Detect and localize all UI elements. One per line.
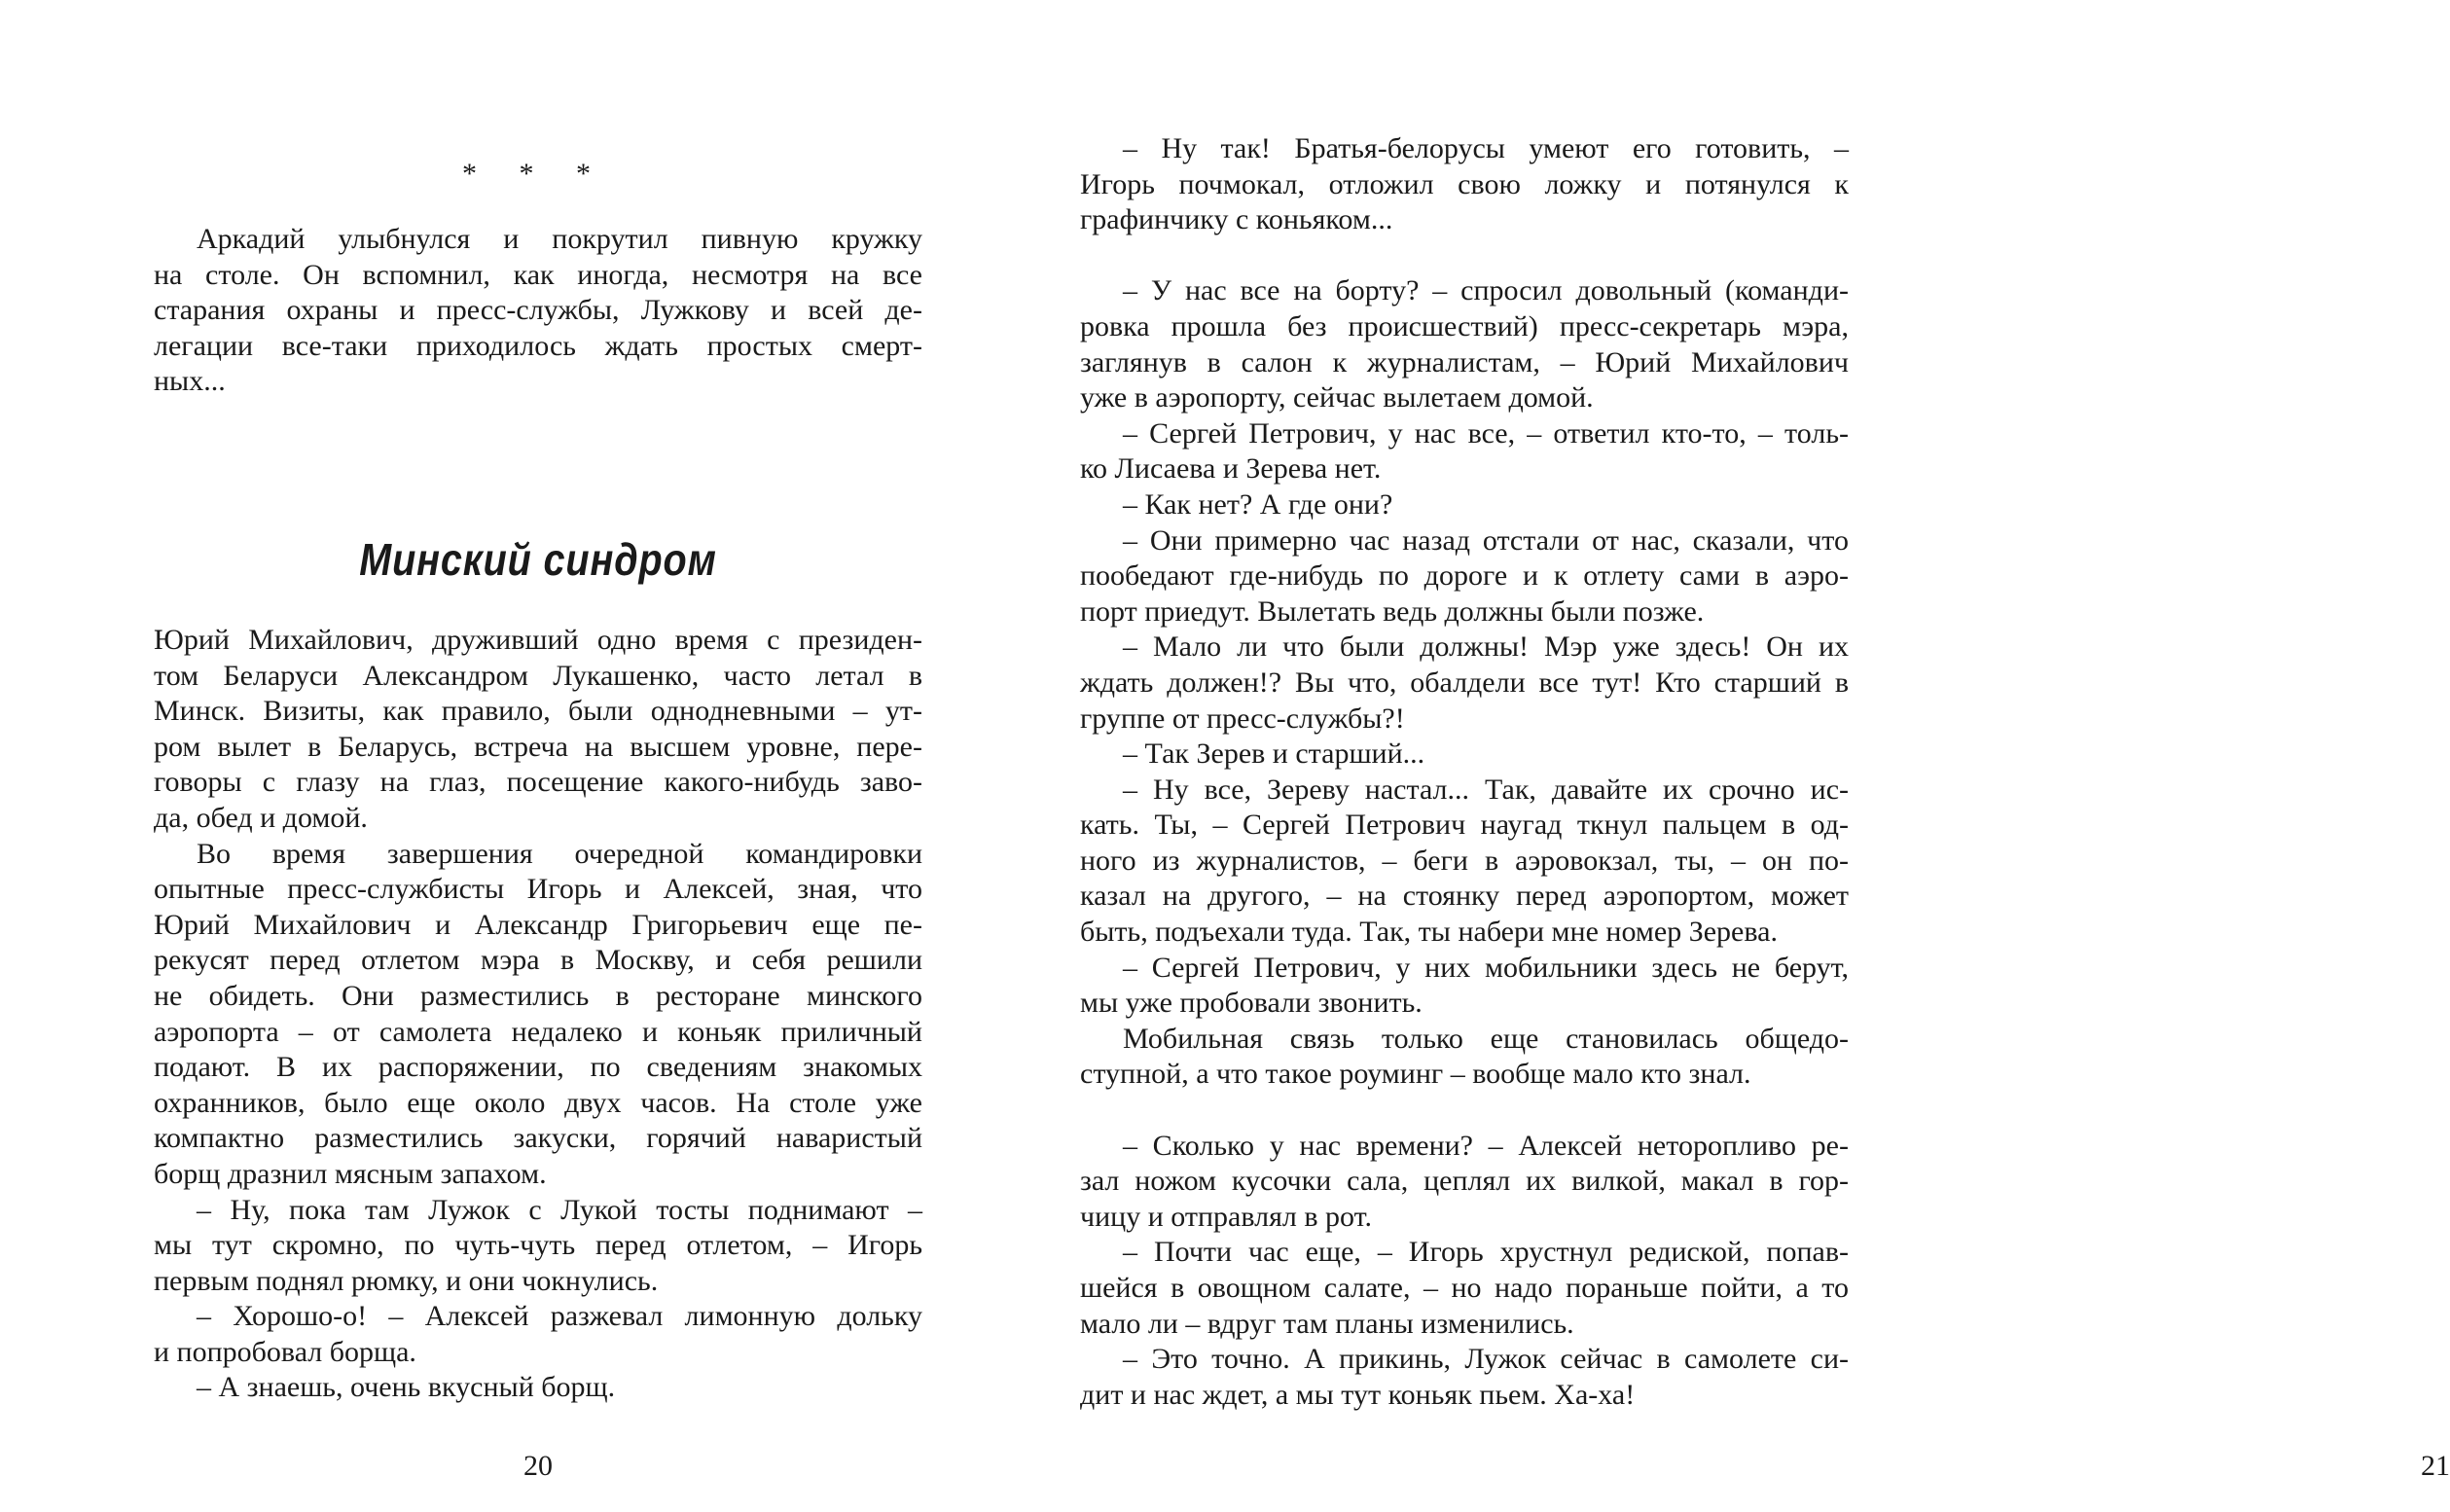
text-line: ровка прошла без происшествий) пресс-секретарь мэра, xyxy=(1080,309,1849,342)
text-line: – Сколько у нас времени? – Алексей неторопливо ре- xyxy=(1123,1129,1849,1162)
text-line: мы уже пробовали звонить. xyxy=(1080,987,1423,1020)
text-line: уже в аэропорту, сейчас вылетаем домой. xyxy=(1080,381,1594,414)
text-line: мало ли – вдруг там планы изменились. xyxy=(1080,1307,1574,1340)
left-body-text xyxy=(154,623,922,1406)
text-line: – Ну все, Зереву настал... Так, давайте их срочно ис- xyxy=(1123,773,1849,806)
text-line: не обидеть. Они разместились в ресторане минского xyxy=(154,979,922,1012)
text-line: старания охраны и пресс-службы, Лужкову и всей де- xyxy=(154,294,922,327)
text-line: рекусят перед отлетом мэра в Москву, и себя решили xyxy=(154,944,922,977)
text-line: говоры с глазу на глаз, посещение какого-нибудь заво- xyxy=(154,766,922,799)
text-line: да, обед и домой. xyxy=(154,801,368,834)
text-line: борщ дразнил мясным запахом. xyxy=(154,1157,547,1190)
text-line: заглянув в салон к журналистам, – Юрий Михайлович xyxy=(1080,345,1849,378)
page-number: 21 xyxy=(2421,1450,2450,1482)
text-line: – Ну так! Братья-белорусы умеют его готовить, – xyxy=(1123,132,1849,164)
text-line: на столе. Он вспомнил, как иногда, несмотря на все xyxy=(154,258,922,291)
text-line: порт приедут. Вылетать ведь должны были позже. xyxy=(1080,594,1705,628)
right-body-text xyxy=(1080,131,1849,1413)
text-line: казал на другого, – на стоянку перед аэропортом, может xyxy=(1080,880,1849,913)
text-line: ром вылет в Беларусь, встреча на высшем уровне, пере- xyxy=(154,730,922,763)
text-line: ного из журналистов, – беги в аэровокзал, ты, – он по- xyxy=(1080,844,1849,877)
text-line: – У нас все на борту? – спросил довольный (команди- xyxy=(1123,274,1849,307)
text-line: и попробовал борща. xyxy=(154,1335,416,1368)
left-page xyxy=(0,0,973,1512)
text-line: – Сергей Петрович, у них мобильники здесь не берут, xyxy=(1123,951,1849,984)
text-line: – Так Зерев и старший... xyxy=(1123,738,1425,771)
intro-paragraph xyxy=(154,222,922,400)
text-line: ждать должен!? Вы что, обалдели все тут! Кто старший в xyxy=(1080,666,1849,699)
text-line: Минск. Визиты, как правило, были однодневными – ут- xyxy=(154,695,922,728)
text-line: компактно разместились закуски, горячий наваристый xyxy=(154,1122,922,1155)
text-line: ко Лисаева и Зерева нет. xyxy=(1080,452,1382,486)
text-line: – Ну, пока там Лужок с Лукой тосты поднимают – xyxy=(197,1193,922,1226)
paragraph-gap xyxy=(1080,1093,1849,1129)
paragraph-gap xyxy=(1080,238,1849,274)
text-line: зал ножом кусочки сала, цеплял их вилкой, макал в гор- xyxy=(1080,1165,1849,1198)
page-number: 20 xyxy=(523,1450,553,1482)
text-line: Мобильная связь только еще становилась общедо- xyxy=(1123,1022,1849,1055)
text-line: дит и нас ждет, а мы тут коньяк пьем. Ха-ха! xyxy=(1080,1378,1636,1411)
text-line: – Сергей Петрович, у нас все, – ответил кто-то, – толь- xyxy=(1123,416,1849,450)
text-line: аэропорта – от самолета недалеко и коньяк приличный xyxy=(154,1015,922,1048)
text-line: – Почти час еще, – Игорь хрустнул редиской, попав- xyxy=(1123,1236,1849,1269)
text-line: охранников, было еще около двух часов. На столе уже xyxy=(154,1086,922,1119)
text-line: Юрий Михайлович и Александр Григорьевич еще пе- xyxy=(154,908,922,941)
chapter-title: Минский синдром xyxy=(359,534,717,585)
text-line: опытные пресс-службисты Игорь и Алексей, зная, что xyxy=(154,873,922,906)
text-line: Юрий Михайлович, друживший одно время с президен- xyxy=(154,624,922,656)
text-line: Аркадий улыбнулся и покрутил пивную кружку xyxy=(197,223,922,255)
section-separator: * * * xyxy=(462,158,608,190)
text-line: быть, подъехали туда. Так, ты набери мне номер Зерева. xyxy=(1080,916,1778,949)
text-line: группе от пресс-службы?! xyxy=(1080,702,1405,735)
text-line: чицу и отправлял в рот. xyxy=(1080,1200,1372,1233)
text-line: – Хорошо-о! – Алексей разжевал лимонную дольку xyxy=(197,1300,922,1333)
text-line: – Как нет? А где они? xyxy=(1123,487,1393,521)
text-line: Игорь почмокал, отложил свою ложку и потянулся к xyxy=(1080,167,1849,200)
text-line: Во время завершения очередной командировки xyxy=(197,837,922,870)
text-line: первым поднял рюмку, и они чокнулись. xyxy=(154,1264,659,1297)
text-line: графинчику с коньяком... xyxy=(1080,203,1393,236)
text-line: мы тут скромно, по чуть-чуть перед отлетом, – Игорь xyxy=(154,1229,922,1262)
text-line: – Мало ли что были должны! Мэр уже здесь! Он их xyxy=(1123,630,1849,664)
text-line: подают. В их распоряжении, по сведениям знакомых xyxy=(154,1051,922,1084)
text-line: том Беларуси Александром Лукашенко, часто летал в xyxy=(154,659,922,692)
text-line: кать. Ты, – Сергей Петрович наугад ткнул пальцем в од- xyxy=(1080,809,1849,842)
text-line: – Это точно. А прикинь, Лужок сейчас в самолете си- xyxy=(1123,1343,1849,1376)
text-line: – Они примерно час назад отстали от нас, сказали, что xyxy=(1123,523,1849,557)
text-line: – А знаешь, очень вкусный борщ. xyxy=(197,1371,616,1404)
text-line: пообедают где-нибудь по дороге и к отлету сами в аэро- xyxy=(1080,559,1849,593)
text-line: ступной, а что такое роуминг – вообще мало кто знал. xyxy=(1080,1058,1751,1091)
text-line: легации все-таки приходилось ждать простых смерт- xyxy=(154,329,922,362)
right-page xyxy=(973,0,2450,1512)
text-line: шейся в овощном салате, – но надо пораньше пойти, а то xyxy=(1080,1272,1849,1304)
text-line: ных... xyxy=(154,365,226,398)
